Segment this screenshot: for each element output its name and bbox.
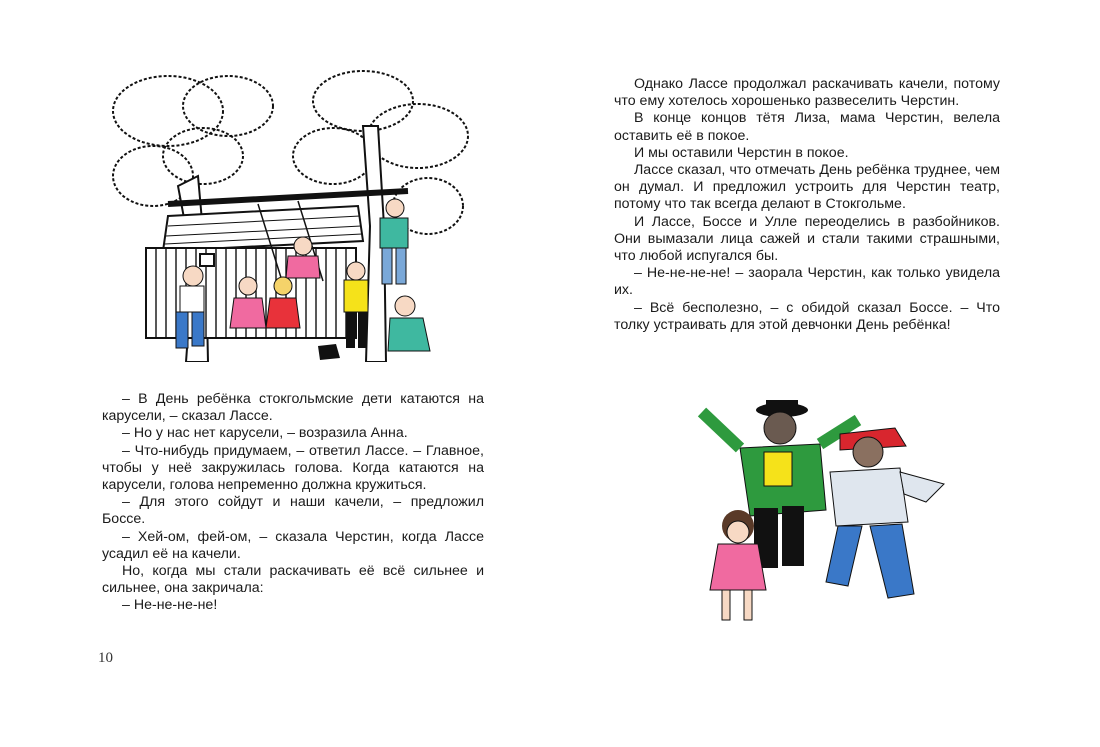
paragraph: Лассе сказал, что отмечать День ребёнка труднее, чем он думал. И предложил устроить для Черстин театр, потому что так всегда делают в Стокгольме. xyxy=(614,162,1000,213)
paragraph: – Что-нибудь придумаем, – ответил Лассе. – Главное, чтобы у неё закружилась голова. Когда катаются на карусели, голова непременно должна кружиться. xyxy=(102,442,484,494)
paragraph: – Всё бесполезно, – с обидой сказал Боссе. – Что толку устраивать для этой девчонки День ребёнка! xyxy=(614,299,1000,333)
paragraph: В конце концов тётя Лиза, мама Черстин, велела оставить её в покое. xyxy=(614,110,1000,144)
paragraph: Но, когда мы стали раскачивать её всё сильнее и сильнее, она закричала: xyxy=(102,563,484,597)
left-page-text xyxy=(102,391,484,615)
paragraph: Однако Лассе продолжал раскачивать качели, потому что ему хотелось хорошенько развеселить Черстин. xyxy=(614,76,1000,110)
paragraph: – В День ребёнка стокгольмские дети катаются на карусели, – сказал Лассе. xyxy=(102,391,484,425)
right-page-text xyxy=(614,76,1000,334)
paragraph: – Для этого сойдут и наши качели, – предложил Боссе. xyxy=(102,494,484,528)
paragraph: – Не-не-не-не! – заорала Черстин, как только увидела их. xyxy=(614,265,1000,299)
illustration-swing-scene xyxy=(108,66,478,362)
paragraph: – Хей-ом, фей-ом, – сказала Черстин, когда Лассе усадил её на качели. xyxy=(102,528,484,562)
paragraph: – Но у нас нет карусели, – возразила Анна. xyxy=(122,425,408,442)
paragraph: И Лассе, Боссе и Улле переоделись в разбойников. Они вымазали лица сажей и стали такими страшными, что любой испугался бы. xyxy=(614,213,1000,265)
page-number: 10 xyxy=(98,650,113,666)
paragraph: – Не-не-не-не! xyxy=(122,597,218,614)
illustration-robbers xyxy=(690,398,950,630)
paragraph: И мы оставили Черстин в покое. xyxy=(634,144,849,161)
